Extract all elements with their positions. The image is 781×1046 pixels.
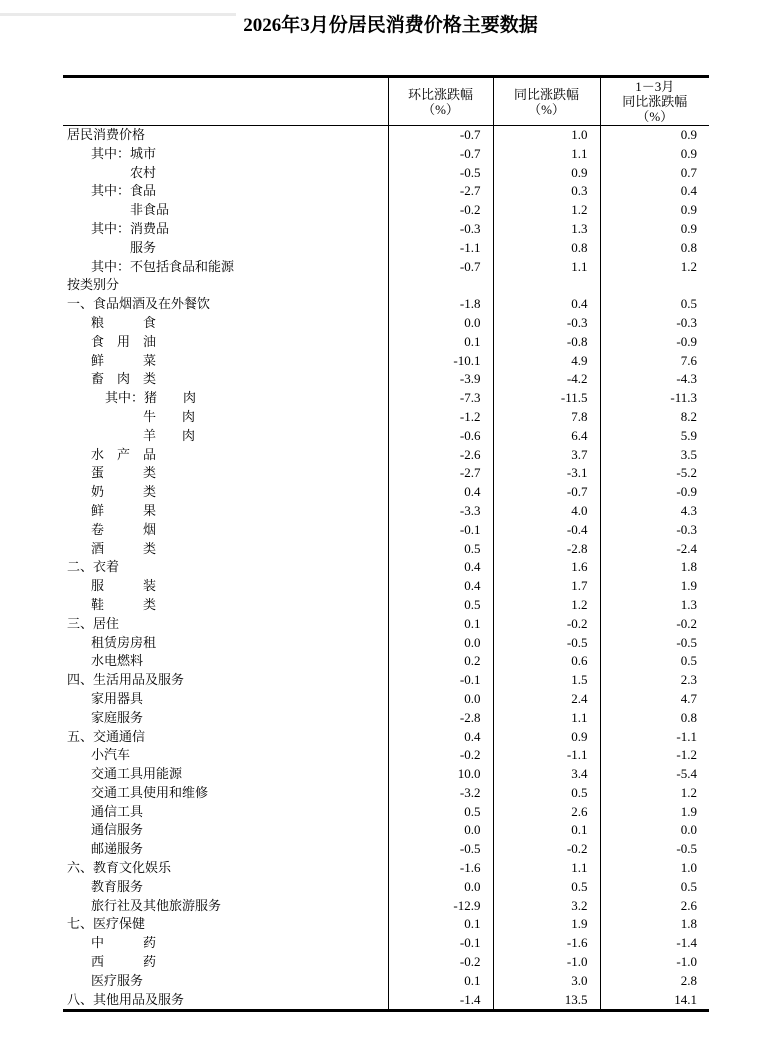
mom-value-cell: -3.2 [388, 784, 493, 803]
yoy-value-cell: -0.7 [493, 483, 600, 502]
table-row [63, 258, 709, 277]
ytd-value-cell: 4.7 [600, 690, 709, 709]
yoy-value-cell: 1.1 [493, 258, 600, 277]
ytd-value-cell: 0.9 [600, 145, 709, 164]
ytd-value-cell: 0.7 [600, 164, 709, 183]
mom-value-cell: -0.2 [388, 746, 493, 765]
mom-value-cell: -0.7 [388, 258, 493, 277]
table-row [63, 427, 709, 446]
mom-value-cell: 0.5 [388, 540, 493, 559]
table-row [63, 464, 709, 483]
yoy-value-cell: 2.4 [493, 690, 600, 709]
table-row [63, 558, 709, 577]
ytd-value-cell: 0.8 [600, 239, 709, 258]
mom-value-cell: 0.1 [388, 615, 493, 634]
yoy-value-cell: 0.5 [493, 878, 600, 897]
table-row [63, 709, 709, 728]
ytd-value-cell: -11.3 [600, 389, 709, 408]
table-row [63, 652, 709, 671]
yoy-value-cell: -0.5 [493, 634, 600, 653]
column-header-mom-line2: （%） [422, 101, 459, 117]
yoy-value-cell: 3.0 [493, 972, 600, 991]
ytd-value-cell: -2.4 [600, 540, 709, 559]
yoy-value-cell: 0.1 [493, 821, 600, 840]
ytd-value-cell: -0.2 [600, 615, 709, 634]
ytd-value-cell: -1.2 [600, 746, 709, 765]
ytd-value-cell: -0.3 [600, 521, 709, 540]
mom-value-cell: -0.7 [388, 126, 493, 145]
yoy-value-cell: 3.7 [493, 446, 600, 465]
category-cell: 二、衣着 [67, 559, 120, 575]
category-cell: 非食品 [130, 202, 170, 218]
ytd-value-cell: 1.9 [600, 803, 709, 822]
yoy-value-cell: 3.2 [493, 897, 600, 916]
yoy-value-cell: 0.3 [493, 182, 600, 201]
yoy-value-cell: 13.5 [493, 991, 600, 1011]
ytd-value-cell: 1.2 [600, 784, 709, 803]
column-header-ytd-line1: 1－3月 [635, 79, 675, 94]
mom-value-cell: 0.0 [388, 878, 493, 897]
mom-value-cell: 0.4 [388, 558, 493, 577]
yoy-value-cell: -1.1 [493, 746, 600, 765]
ytd-value-cell: 2.3 [600, 671, 709, 690]
ytd-value-cell: 2.8 [600, 972, 709, 991]
table-row [63, 577, 709, 596]
mom-value-cell: -0.3 [388, 220, 493, 239]
table-row [63, 953, 709, 972]
mom-value-cell: 0.4 [388, 728, 493, 747]
ytd-value-cell: -1.1 [600, 728, 709, 747]
category-cell: 食 用 油 [91, 333, 157, 349]
category-cell: 羊 肉 [143, 427, 196, 443]
mom-value-cell: 0.5 [388, 803, 493, 822]
yoy-value-cell: -0.4 [493, 521, 600, 540]
mom-value-cell: -7.3 [388, 389, 493, 408]
table-row [63, 991, 709, 1011]
yoy-value-cell: 1.7 [493, 577, 600, 596]
table-row [63, 126, 709, 145]
ytd-value-cell: 0.9 [600, 220, 709, 239]
category-cell: 鲜 菜 [91, 352, 157, 368]
yoy-value-cell: 4.9 [493, 352, 600, 371]
mom-value-cell: 0.4 [388, 577, 493, 596]
table-row [63, 803, 709, 822]
mom-value-cell: -0.2 [388, 953, 493, 972]
yoy-value-cell: 1.3 [493, 220, 600, 239]
yoy-value-cell: 1.6 [493, 558, 600, 577]
yoy-value-cell: 7.8 [493, 408, 600, 427]
category-cell: 其中：不包括食品和能源 [91, 258, 235, 274]
table-row [63, 220, 709, 239]
category-cell: 家用器具 [91, 690, 144, 706]
yoy-value-cell: -0.8 [493, 333, 600, 352]
mom-value-cell: -1.4 [388, 991, 493, 1011]
yoy-value-cell: -1.6 [493, 934, 600, 953]
column-header-yoy-line1: 同比涨跌幅 [513, 86, 579, 102]
yoy-value-cell: 4.0 [493, 502, 600, 521]
ytd-value-cell: 5.9 [600, 427, 709, 446]
category-cell: 服 装 [91, 578, 157, 594]
category-cell: 八、其他用品及服务 [67, 991, 185, 1007]
ytd-value-cell: 1.8 [600, 558, 709, 577]
yoy-value-cell: -11.5 [493, 389, 600, 408]
category-cell: 邮递服务 [91, 841, 144, 857]
column-header-ytd [600, 77, 709, 126]
yoy-value-cell: -3.1 [493, 464, 600, 483]
ytd-value-cell: 4.3 [600, 502, 709, 521]
mom-value-cell: 0.0 [388, 690, 493, 709]
category-cell: 六、教育文化娱乐 [67, 860, 172, 876]
yoy-value-cell: 1.0 [493, 126, 600, 145]
yoy-value-cell [493, 276, 600, 295]
mom-value-cell: -0.7 [388, 145, 493, 164]
mom-value-cell: -2.7 [388, 182, 493, 201]
ytd-value-cell: -1.4 [600, 934, 709, 953]
table-row [63, 934, 709, 953]
mom-value-cell: 0.0 [388, 821, 493, 840]
table-row [63, 915, 709, 934]
table-row [63, 840, 709, 859]
table-row [63, 182, 709, 201]
ytd-value-cell: 2.6 [600, 897, 709, 916]
yoy-value-cell: 0.6 [493, 652, 600, 671]
mom-value-cell [388, 276, 493, 295]
mom-value-cell: 0.1 [388, 915, 493, 934]
mom-value-cell: 0.2 [388, 652, 493, 671]
table-header [63, 77, 709, 126]
table-row [63, 859, 709, 878]
yoy-value-cell: 1.2 [493, 596, 600, 615]
ytd-value-cell: 1.0 [600, 859, 709, 878]
mom-value-cell: -0.6 [388, 427, 493, 446]
category-cell: 其中：猪 肉 [105, 390, 197, 406]
table-row [63, 897, 709, 916]
category-cell: 旅行社及其他旅游服务 [91, 897, 222, 913]
ytd-value-cell: -5.2 [600, 464, 709, 483]
category-cell: 医疗服务 [91, 972, 144, 988]
category-cell: 五、交通通信 [67, 728, 146, 744]
category-cell: 按类别分 [67, 277, 120, 293]
column-header-mom [388, 77, 493, 126]
table-row [63, 746, 709, 765]
category-cell: 交通工具用能源 [91, 766, 183, 782]
ytd-value-cell: 8.2 [600, 408, 709, 427]
table-row [63, 276, 709, 295]
table-row [63, 145, 709, 164]
yoy-value-cell: 1.9 [493, 915, 600, 934]
ytd-value-cell: -0.9 [600, 333, 709, 352]
header-row [63, 77, 709, 126]
mom-value-cell: -0.5 [388, 840, 493, 859]
mom-value-cell: -1.1 [388, 239, 493, 258]
mom-value-cell: -10.1 [388, 352, 493, 371]
category-cell: 鲜 果 [91, 502, 157, 518]
category-cell: 奶 类 [91, 484, 157, 500]
mom-value-cell: -3.3 [388, 502, 493, 521]
yoy-value-cell: 0.5 [493, 784, 600, 803]
table-row [63, 690, 709, 709]
ytd-value-cell: 0.5 [600, 295, 709, 314]
category-cell: 教育服务 [91, 878, 144, 894]
ytd-value-cell: -4.3 [600, 370, 709, 389]
mom-value-cell: 0.1 [388, 972, 493, 991]
column-header-ytd-line3: （%） [636, 109, 674, 124]
ytd-value-cell: 7.6 [600, 352, 709, 371]
table-row [63, 765, 709, 784]
table-row [63, 521, 709, 540]
category-cell: 卷 烟 [91, 521, 157, 537]
mom-value-cell: -0.1 [388, 934, 493, 953]
category-cell: 服务 [130, 239, 157, 255]
category-cell: 四、生活用品及服务 [67, 672, 185, 688]
yoy-value-cell: -2.8 [493, 540, 600, 559]
ytd-value-cell: -0.5 [600, 840, 709, 859]
category-cell: 其中：消费品 [91, 220, 170, 236]
category-cell: 居民消费价格 [67, 127, 146, 142]
yoy-value-cell: 2.6 [493, 803, 600, 822]
column-header-mom-line1: 环比涨跌幅 [407, 86, 473, 102]
ytd-value-cell: -1.0 [600, 953, 709, 972]
table-row [63, 972, 709, 991]
table-row [63, 671, 709, 690]
ytd-value-cell: 1.8 [600, 915, 709, 934]
table-row [63, 615, 709, 634]
mom-value-cell: -1.8 [388, 295, 493, 314]
ytd-value-cell: 14.1 [600, 991, 709, 1011]
column-header-ytd-line2: 同比涨跌幅 [622, 94, 688, 109]
table-row [63, 333, 709, 352]
table-row [63, 502, 709, 521]
cpi-table [63, 75, 709, 1012]
category-cell: 七、医疗保健 [67, 916, 146, 932]
column-header-category [63, 77, 388, 126]
yoy-value-cell: 0.4 [493, 295, 600, 314]
category-cell: 小汽车 [91, 747, 131, 763]
category-cell: 家庭服务 [91, 709, 144, 725]
ytd-value-cell [600, 276, 709, 295]
mom-value-cell: -12.9 [388, 897, 493, 916]
document-page [0, 13, 781, 1012]
ytd-value-cell: 0.0 [600, 821, 709, 840]
table-body [63, 126, 709, 1011]
category-cell: 通信工具 [91, 803, 144, 819]
mom-value-cell: -0.2 [388, 201, 493, 220]
mom-value-cell: -0.1 [388, 521, 493, 540]
table-row [63, 408, 709, 427]
yoy-value-cell: 3.4 [493, 765, 600, 784]
yoy-value-cell: -4.2 [493, 370, 600, 389]
table-row [63, 483, 709, 502]
yoy-value-cell: 1.1 [493, 709, 600, 728]
ytd-value-cell: -0.9 [600, 483, 709, 502]
yoy-value-cell: 1.5 [493, 671, 600, 690]
category-cell: 西 药 [91, 954, 157, 970]
category-cell: 水 产 品 [91, 446, 157, 462]
ytd-value-cell: 0.5 [600, 878, 709, 897]
table-row [63, 634, 709, 653]
yoy-value-cell: 0.9 [493, 164, 600, 183]
mom-value-cell: -0.5 [388, 164, 493, 183]
column-header-yoy-line2: （%） [528, 101, 565, 117]
ytd-value-cell: 1.9 [600, 577, 709, 596]
table-row [63, 596, 709, 615]
page-title: 2026年3月份居民消费价格主要数据 [243, 15, 538, 36]
ytd-value-cell: 0.4 [600, 182, 709, 201]
ytd-value-cell: -0.3 [600, 314, 709, 333]
yoy-value-cell: 6.4 [493, 427, 600, 446]
ytd-value-cell: 0.8 [600, 709, 709, 728]
column-header-yoy [493, 77, 600, 126]
table-row [63, 878, 709, 897]
table-row [63, 389, 709, 408]
ytd-value-cell: 0.9 [600, 201, 709, 220]
category-cell: 其中：城市 [91, 145, 157, 161]
table-row [63, 446, 709, 465]
ytd-value-cell: -5.4 [600, 765, 709, 784]
category-cell: 交通工具使用和维修 [91, 784, 209, 800]
mom-value-cell: -2.6 [388, 446, 493, 465]
mom-value-cell: -0.1 [388, 671, 493, 690]
mom-value-cell: 0.5 [388, 596, 493, 615]
category-cell: 水电燃料 [91, 653, 144, 669]
category-cell: 酒 类 [91, 540, 157, 556]
category-cell: 一、食品烟酒及在外餐饮 [67, 296, 211, 312]
mom-value-cell: -2.8 [388, 709, 493, 728]
yoy-value-cell: 1.2 [493, 201, 600, 220]
table-row [63, 540, 709, 559]
yoy-value-cell: -1.0 [493, 953, 600, 972]
category-cell: 鞋 类 [91, 596, 157, 612]
mom-value-cell: -2.7 [388, 464, 493, 483]
category-cell: 中 药 [91, 935, 157, 951]
category-cell: 畜 肉 类 [91, 371, 157, 387]
yoy-value-cell: -0.3 [493, 314, 600, 333]
mom-value-cell: 0.1 [388, 333, 493, 352]
mom-value-cell: -1.6 [388, 859, 493, 878]
category-cell: 农村 [130, 164, 157, 180]
category-cell: 牛 肉 [143, 408, 196, 424]
mom-value-cell: -3.9 [388, 370, 493, 389]
yoy-value-cell: 0.9 [493, 728, 600, 747]
table-row [63, 239, 709, 258]
category-cell: 通信服务 [91, 822, 144, 838]
mom-value-cell: 0.0 [388, 314, 493, 333]
table-row [63, 314, 709, 333]
yoy-value-cell: 0.8 [493, 239, 600, 258]
table-row [63, 164, 709, 183]
table-row [63, 821, 709, 840]
ytd-value-cell: 1.2 [600, 258, 709, 277]
table-row [63, 201, 709, 220]
category-cell: 其中：食品 [91, 183, 157, 199]
table-row [63, 370, 709, 389]
yoy-value-cell: -0.2 [493, 615, 600, 634]
scan-artifact [0, 13, 236, 16]
category-cell: 三、居住 [67, 615, 120, 631]
ytd-value-cell: -0.5 [600, 634, 709, 653]
ytd-value-cell: 0.5 [600, 652, 709, 671]
table-row [63, 352, 709, 371]
mom-value-cell: 0.0 [388, 634, 493, 653]
category-cell: 粮 食 [91, 314, 157, 330]
table-row [63, 784, 709, 803]
table-row [63, 295, 709, 314]
category-cell: 蛋 类 [91, 465, 157, 481]
mom-value-cell: -1.2 [388, 408, 493, 427]
mom-value-cell: 10.0 [388, 765, 493, 784]
ytd-value-cell: 3.5 [600, 446, 709, 465]
ytd-value-cell: 0.9 [600, 126, 709, 145]
mom-value-cell: 0.4 [388, 483, 493, 502]
yoy-value-cell: 1.1 [493, 145, 600, 164]
table-row [63, 728, 709, 747]
yoy-value-cell: 1.1 [493, 859, 600, 878]
ytd-value-cell: 1.3 [600, 596, 709, 615]
yoy-value-cell: -0.2 [493, 840, 600, 859]
category-cell: 租赁房房租 [91, 634, 157, 650]
